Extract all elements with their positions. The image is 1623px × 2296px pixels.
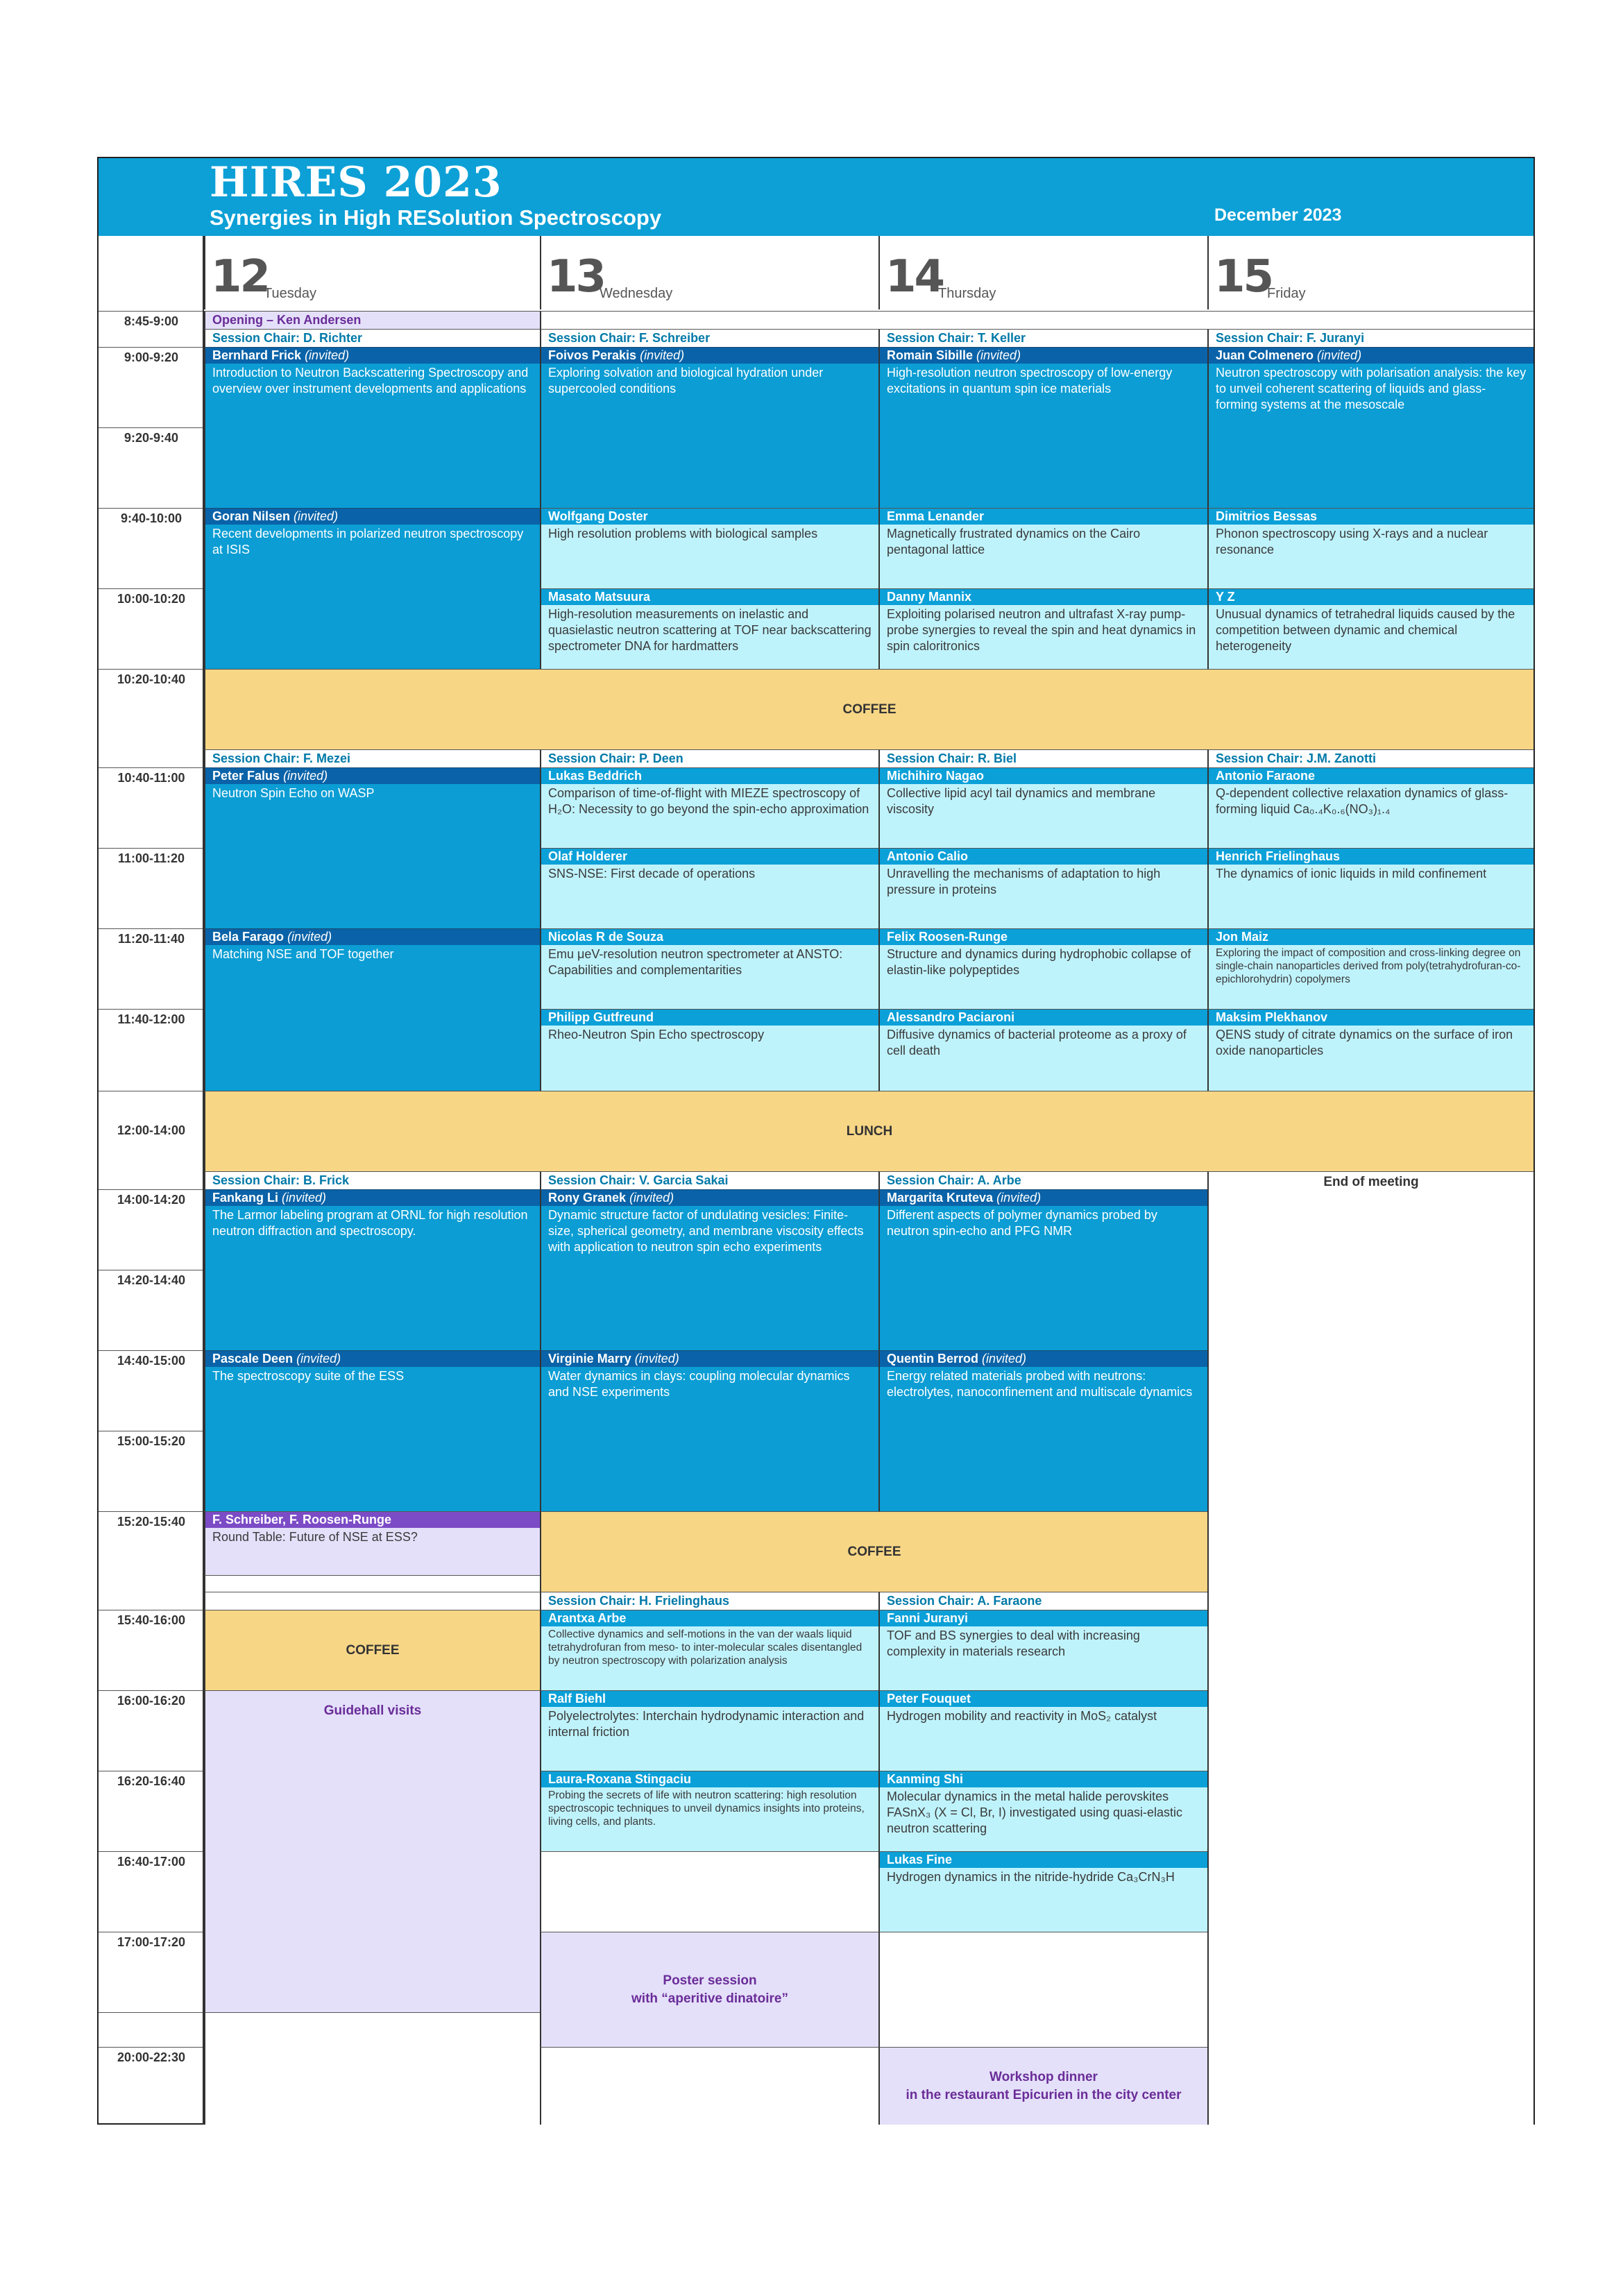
talk-title: Energy related materials probed with neutrons: electrolytes, nanoconfinement and multiscale dynamics [887, 1369, 1193, 1399]
talk-title: Unravelling the mechanisms of adaptation to high pressure in proteins [887, 867, 1161, 896]
talk-slot [1207, 1009, 1533, 1091]
speaker-name: Felix Roosen-Runge [880, 929, 1207, 945]
invited-tag: (invited) [640, 348, 685, 362]
time-slot: 12:00-14:00 [99, 1091, 204, 1171]
invited-tag: (invited) [283, 769, 328, 783]
talk-title: Hydrogen mobility and reactivity in MoS₂ catalyst [887, 1709, 1157, 1723]
talk-slot [1207, 347, 1533, 508]
talk-title: High resolution problems with biological samples [548, 527, 818, 541]
talk-slot [204, 928, 540, 1091]
time-slot: 15:00-15:20 [99, 1431, 204, 1511]
time-gap [99, 2012, 204, 2047]
speaker-name: Pascale Deen [212, 1352, 294, 1366]
time-slot: 9:20-9:40 [99, 427, 204, 504]
empty-cell [204, 1575, 540, 1592]
talk-title: Neutron spectroscopy with polarisation analysis: the key to unveil coherent scattering of liquids and glass-forming systems at the mesoscale [1216, 366, 1527, 411]
invited-tag: (invited) [982, 1352, 1027, 1366]
speaker-name: Fankang Li [212, 1191, 279, 1205]
day-name: Thursday [938, 286, 996, 301]
invited-tag: (invited) [1317, 348, 1362, 362]
speaker-name: Bernhard Frick [212, 348, 302, 362]
invited-tag: (invited) [634, 1352, 679, 1366]
day-name: Tuesday [264, 286, 316, 301]
talk-slot [878, 1009, 1207, 1091]
talk-title: Neutron Spin Echo on WASP [212, 786, 375, 800]
talk-title: The Larmor labeling program at ORNL for high resolution neutron diffraction and spectroscopy. [212, 1208, 528, 1238]
speaker-name: Romain Sibille [887, 348, 974, 362]
speaker-name: Emma Lenander [880, 509, 1207, 525]
talk-title: Q-dependent collective relaxation dynamics of glass-forming liquid Ca₀.₄K₀.₆(NO₃)₁.₄ [1216, 786, 1509, 816]
time-slot: 9:40-10:00 [99, 508, 204, 588]
session-chair: Session Chair: J.M. Zanotti [1207, 749, 1533, 767]
time-slot: 16:00-16:20 [99, 1690, 204, 1771]
speaker-name: Antonio Calio [880, 849, 1207, 865]
time-slot: 11:20-11:40 [99, 928, 204, 1009]
coffee-break: COFFEE [540, 1511, 1207, 1592]
talk-title: Exploring the impact of composition and cross-linking degree on single-chain nanoparticles derived from poly(tetrahydrofuran-co-epichlorohydrin) copolymers [1216, 947, 1521, 985]
session-chair: Session Chair: T. Keller [878, 329, 1207, 347]
talk-slot [878, 1189, 1207, 1350]
talk-title: Molecular dynamics in the metal halide perovskites FASnX₃ (X = Cl, Br, I) investigated using quasi-elastic neutron scattering [887, 1789, 1183, 1835]
empty-cell [204, 2012, 540, 2125]
invited-tag: (invited) [976, 348, 1021, 362]
invited-tag: (invited) [294, 509, 339, 523]
speaker-name: Lukas Beddrich [541, 768, 878, 784]
speaker-name: Jon Maiz [1209, 929, 1533, 945]
talk-slot [540, 1350, 878, 1511]
empty-cell [204, 1592, 540, 1610]
time-slot: 9:00-9:20 [99, 347, 204, 423]
talk-title: Structure and dynamics during hydrophobic collapse of elastin-like polypeptides [887, 947, 1191, 977]
time-slot: 16:20-16:40 [99, 1771, 204, 1851]
talk-title: Rheo-Neutron Spin Echo spectroscopy [548, 1028, 765, 1041]
talk-slot [540, 1771, 878, 1851]
talk-slot [1207, 928, 1533, 1009]
day-header-friday [1207, 236, 1533, 309]
talk-slot [540, 848, 878, 928]
invited-tag: (invited) [629, 1191, 674, 1205]
speaker-name: Quentin Berrod [887, 1352, 979, 1366]
talk-slot [878, 347, 1207, 508]
talk-slot [204, 767, 540, 928]
talk-title: The dynamics of ionic liquids in mild confinement [1216, 867, 1487, 881]
talk-slot [540, 767, 878, 848]
talk-slot [540, 508, 878, 588]
session-chair: Session Chair: H. Frielinghaus [540, 1592, 878, 1610]
talk-title: Water dynamics in clays: coupling molecular dynamics and NSE experiments [548, 1369, 850, 1399]
talk-title: Collective dynamics and self-motions in the van der waals liquid tetrahydrofuran from meso- to inter-molecular scales disentangled by neutron spectroscopy with polarization analysis [548, 1629, 863, 1667]
speaker-name: Y Z [1209, 589, 1533, 605]
empty-cell [540, 311, 1533, 329]
speaker-name: Arantxa Arbe [541, 1610, 878, 1626]
lunch-break: LUNCH [204, 1091, 1533, 1171]
day-number: 15 [1214, 251, 1273, 303]
poster-session [540, 1932, 878, 2047]
speaker-name: Danny Mannix [880, 589, 1207, 605]
opening-talk: Opening – Ken Andersen [204, 311, 540, 329]
schedule-table [97, 157, 1535, 2125]
conference-subtitle: Synergies in High RESolution Spectroscopy [210, 205, 662, 230]
speaker-name: Rony Granek [548, 1191, 627, 1205]
talk-slot [540, 588, 878, 669]
speaker-name: Ralf Biehl [541, 1691, 878, 1707]
speaker-name: Fanni Juranyi [880, 1610, 1207, 1626]
talk-title: Hydrogen dynamics in the nitride-hydride Ca₃CrN₃H [887, 1870, 1175, 1884]
invited-tag: (invited) [296, 1352, 341, 1366]
talk-title: Unusual dynamics of tetrahedral liquids caused by the competition between dynamic and chemical heterogeneity [1216, 607, 1515, 653]
talk-title: Recent developments in polarized neutron spectroscopy at ISIS [212, 527, 524, 556]
invited-tag: (invited) [305, 348, 350, 362]
end-of-meeting: End of meeting [1207, 1171, 1533, 2125]
talk-slot [878, 1851, 1207, 1932]
talk-slot [540, 347, 878, 508]
talk-title: Probing the secrets of life with neutron scattering: high resolution spectroscopic techniques to unveil dynamics insights into proteins, living cells, and plants. [548, 1789, 865, 1828]
session-chair: Session Chair: F. Schreiber [540, 329, 878, 347]
time-slot: 8:45-9:00 [99, 311, 204, 329]
talk-slot [540, 928, 878, 1009]
guidehall-label: Guidehall visits [323, 1703, 422, 1718]
speaker-name: Kanming Shi [880, 1771, 1207, 1787]
speaker-name: Bela Farago [212, 930, 284, 944]
speaker-name: Laura-Roxana Stingaciu [541, 1771, 878, 1787]
header-banner [99, 158, 1533, 236]
talk-slot [878, 1350, 1207, 1511]
time-slot: 14:20-14:40 [99, 1270, 204, 1350]
talk-slot [878, 928, 1207, 1009]
talk-title: Magnetically frustrated dynamics on the Cairo pentagonal lattice [887, 527, 1141, 556]
conference-month: December 2023 [1214, 205, 1342, 225]
invited-tag: (invited) [287, 930, 332, 944]
conference-title: HIRES 2023 [210, 158, 502, 207]
speaker-name: Philipp Gutfreund [541, 1010, 878, 1026]
speaker-name: F. Schreiber, F. Roosen-Runge [205, 1512, 540, 1528]
talk-slot [540, 1610, 878, 1690]
empty-cell [878, 1932, 1207, 2047]
talk-title: Exploiting polarised neutron and ultrafast X-ray pump-probe synergies to reveal the spin and heat dynamics in spin caloritronics [887, 607, 1196, 653]
day-number: 13 [547, 251, 605, 303]
time-slot: 10:40-11:00 [99, 767, 204, 848]
talk-title: Different aspects of polymer dynamics probed by neutron spin-echo and PFG NMR [887, 1208, 1157, 1238]
talk-slot [204, 1189, 540, 1350]
day-number: 12 [211, 251, 269, 303]
invited-tag: (invited) [282, 1191, 327, 1205]
speaker-name: Virginie Marry [548, 1352, 631, 1366]
talk-slot [878, 848, 1207, 928]
speaker-name: Peter Falus [212, 769, 280, 783]
speaker-name: Masato Matsuura [541, 589, 878, 605]
talk-title: Phonon spectroscopy using X-rays and a nuclear resonance [1216, 527, 1488, 556]
time-slot: 15:20-15:40 [99, 1511, 204, 1592]
guidehall-visits [204, 1690, 540, 2012]
talk-slot [540, 1009, 878, 1091]
time-slot: 14:40-15:00 [99, 1350, 204, 1431]
talk-title: Dynamic structure factor of undulating vesicles: Finite-size, spherical geometry, and membrane viscosity effects with application to neutron spin echo experiments [548, 1208, 864, 1254]
speaker-name: Maksim Plekhanov [1209, 1010, 1533, 1026]
session-chair: Session Chair: F. Mezei [204, 749, 540, 767]
time-slot: 20:00-22:30 [99, 2047, 204, 2125]
talk-slot [878, 1771, 1207, 1851]
speaker-name: Henrich Frielinghaus [1209, 849, 1533, 865]
talk-title: The spectroscopy suite of the ESS [212, 1369, 405, 1383]
speaker-name: Dimitrios Bessas [1209, 509, 1533, 525]
dinner-label: Workshop dinner [989, 2069, 1098, 2084]
time-slot: 11:40-12:00 [99, 1009, 204, 1089]
talk-title: TOF and BS synergies to deal with increasing complexity in materials research [887, 1629, 1140, 1658]
session-chair: Session Chair: B. Frick [204, 1171, 540, 1189]
empty-cell [540, 2047, 878, 2125]
talk-slot [204, 508, 540, 669]
time-slot: 15:40-16:00 [99, 1610, 204, 1690]
workshop-dinner [878, 2047, 1207, 2125]
speaker-name: Foivos Perakis [548, 348, 637, 362]
talk-slot [1207, 848, 1533, 928]
speaker-name: Alessandro Paciaroni [880, 1010, 1207, 1026]
session-chair: Session Chair: R. Biel [878, 749, 1207, 767]
talk-title: Exploring solvation and biological hydration under supercooled conditions [548, 366, 824, 396]
talk-slot [1207, 588, 1533, 669]
talk-slot [1207, 767, 1533, 848]
time-slot: 10:20-10:40 [99, 669, 204, 749]
talk-slot [878, 588, 1207, 669]
speaker-name: Peter Fouquet [880, 1691, 1207, 1707]
speaker-name: Antonio Faraone [1209, 768, 1533, 784]
talk-slot [204, 1350, 540, 1511]
talk-slot [878, 1690, 1207, 1771]
coffee-break: COFFEE [204, 1610, 540, 1690]
session-chair: Session Chair: D. Richter [204, 329, 540, 347]
talk-title: Round Table: Future of NSE at ESS? [212, 1530, 418, 1544]
speaker-name: Lukas Fine [880, 1852, 1207, 1868]
talk-title: SNS-NSE: First decade of operations [548, 867, 756, 881]
talk-title: QENS study of citrate dynamics on the surface of iron oxide nanoparticles [1216, 1028, 1513, 1057]
talk-title: Introduction to Neutron Backscattering Spectroscopy and overview over instrument developments and applications [212, 366, 529, 396]
talk-slot [878, 508, 1207, 588]
poster-session-label: Poster session [663, 1973, 757, 1988]
column-divider [203, 236, 204, 2125]
talk-title: High-resolution neutron spectroscopy of low-energy excitations in quantum spin ice materials [887, 366, 1173, 396]
talk-title: Collective lipid acyl tail dynamics and membrane viscosity [887, 786, 1156, 816]
speaker-name: Nicolas R de Souza [541, 929, 878, 945]
time-slot: 17:00-17:20 [99, 1932, 204, 2012]
poster-session-sublabel: with “aperitive dinatoire” [631, 1991, 788, 2006]
talk-title: Comparison of time-of-flight with MIEZE spectroscopy of H₂O: Necessity to go beyond the spin-echo approximation [548, 786, 869, 816]
speaker-name: Juan Colmenero [1216, 348, 1314, 362]
day-name: Wednesday [600, 286, 673, 301]
talk-title: High-resolution measurements on inelastic and quasielastic neutron scattering at TOF near backscattering spectrometer DNA for hardmatters [548, 607, 872, 653]
talk-slot [878, 767, 1207, 848]
day-header-thursday [878, 236, 1207, 309]
day-header-tuesday [204, 236, 540, 309]
session-chair: Session Chair: V. Garcia Sakai [540, 1171, 878, 1189]
day-name: Friday [1267, 286, 1306, 301]
talk-title: Emu μeV-resolution neutron spectrometer at ANSTO: Capabilities and complementarities [548, 947, 843, 977]
speaker-name: Goran Nilsen [212, 509, 291, 523]
round-table-slot [204, 1511, 540, 1575]
session-chair: Session Chair: A. Faraone [878, 1592, 1207, 1610]
talk-slot [878, 1610, 1207, 1690]
dinner-location: in the restaurant Epicurien in the city center [906, 2087, 1182, 2102]
speaker-name: Wolfgang Doster [541, 509, 878, 525]
talk-title: Polyelectrolytes: Interchain hydrodynamic interaction and internal friction [548, 1709, 865, 1739]
talk-slot [540, 1690, 878, 1771]
talk-title: Diffusive dynamics of bacterial proteome as a proxy of cell death [887, 1028, 1187, 1057]
time-slot: 16:40-17:00 [99, 1851, 204, 1932]
talk-slot [204, 347, 540, 508]
time-slot: 14:00-14:20 [99, 1189, 204, 1270]
session-chair: Session Chair: P. Deen [540, 749, 878, 767]
day-number: 14 [885, 251, 944, 303]
coffee-break: COFFEE [204, 669, 1533, 749]
talk-slot [540, 1189, 878, 1350]
invited-tag: (invited) [996, 1191, 1042, 1205]
speaker-name: Margarita Kruteva [887, 1191, 994, 1205]
session-chair: Session Chair: A. Arbe [878, 1171, 1207, 1189]
day-header-wednesday [540, 236, 878, 309]
empty-cell [540, 1851, 878, 1932]
speaker-name: Michihiro Nagao [880, 768, 1207, 784]
talk-slot [1207, 508, 1533, 588]
session-chair: Session Chair: F. Juranyi [1207, 329, 1533, 347]
talk-title: Matching NSE and TOF together [212, 947, 394, 961]
speaker-name: Olaf Holderer [541, 849, 878, 865]
time-slot: 10:00-10:20 [99, 588, 204, 669]
time-slot: 11:00-11:20 [99, 848, 204, 928]
